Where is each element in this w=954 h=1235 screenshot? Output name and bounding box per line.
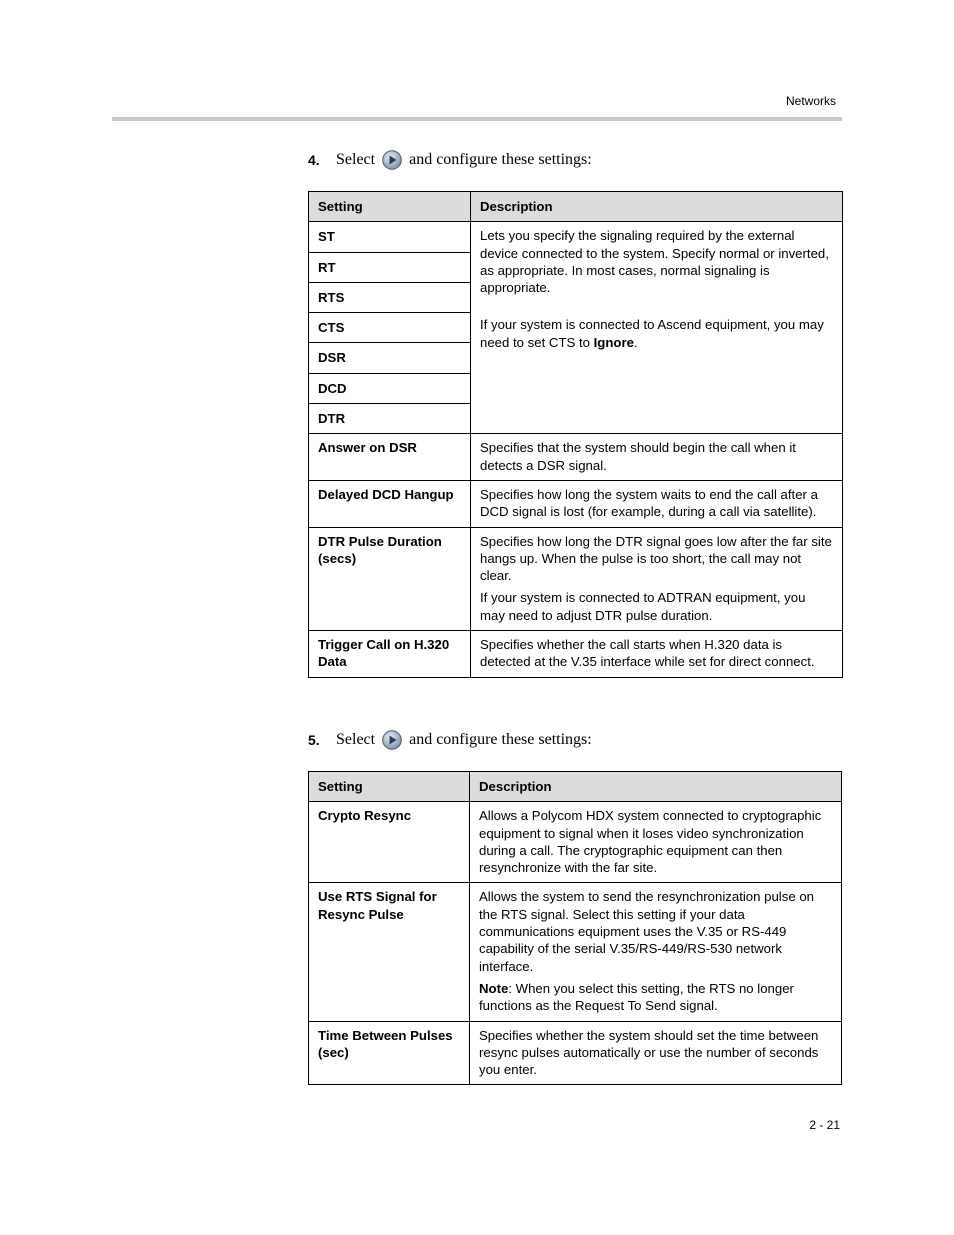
setting-dcd: DCD [309,373,471,403]
table-header-row [309,772,842,802]
setting-dtr: DTR [309,404,471,434]
setting-description: Specifies how long the system waits to end the call after a DCD signal is lost (for example, during a call via satellite). [471,480,843,527]
play-arrow-icon[interactable] [382,150,402,170]
step-instruction-text: and configure these settings: [409,731,592,748]
table-row [309,480,843,527]
column-header-setting: Setting [309,192,471,222]
running-header: Networks [785,94,836,108]
setting-name: Answer on DSR [309,434,471,481]
note-label: Note [479,980,509,996]
signal-description-text: Lets you specify the signaling required by the external device connected to the system. Specify normal or inverted, as appropriate. In most cases, normal signaling is appropriate. [480,228,829,296]
table-row [309,1021,842,1085]
setting-name: Use RTS Signal for Resync Pulse [309,883,470,1021]
setting-st: ST [309,222,471,252]
setting-name: Delayed DCD Hangup [309,480,471,527]
setting-description: Allows a Polycom HDX system connected to cryptographic equipment to signal when it loses video synchronization during a call. The cryptographic equipment can then resynchronize with the far site. [470,802,842,883]
ignore-value: Ignore [593,334,634,350]
setting-description: Allows the system to send the resynchronization pulse on the RTS signal. Select this setting if your data communications equipment uses the V.35 or RS-449 capability of the serial V.35/RS-449/RS-530 network interface. Note: When you select this setting, the RTS no longer functions as the Request To Send signal. [470,883,842,1021]
column-header-description: Description [471,192,843,222]
column-header-description: Description [470,772,842,802]
setting-rts: RTS [309,282,471,312]
table-header-row [309,192,843,222]
setting-description: Specifies whether the call starts when H.320 data is detected at the V.35 interface while set for direct connect. [471,631,843,678]
setting-name: Trigger Call on H.320 Data [309,631,471,678]
setting-name: DTR Pulse Duration (secs) [309,527,471,630]
setting-description: Specifies how long the DTR signal goes low after the far site hangs up. When the pulse is too short, the call may not clear. If your system is connected to ADTRAN equipment, you may need to adjust DTR pulse duration. [471,527,843,630]
setting-dsr: DSR [309,343,471,373]
table-row [309,434,843,481]
setting-description: Specifies that the system should begin the call when it detects a DSR signal. [471,434,843,481]
step-5-instruction [308,730,592,750]
header-divider [112,117,842,121]
column-header-setting: Setting [309,772,470,802]
settings-table-1 [308,191,843,678]
table-row [309,222,843,252]
step-instruction-text: and configure these settings: [409,151,592,168]
step-number: 4. [308,152,320,168]
setting-name: Time Between Pulses (sec) [309,1021,470,1085]
step-4-instruction [308,150,592,170]
page-number: 2 - 21 [809,1118,840,1132]
step-select-text: Select [336,731,376,748]
signal-description-note: If your system is connected to Ascend equipment, you may need to set CTS to Ignore. [480,317,824,350]
setting-description: Specifies whether the system should set the time between resync pulses automatically or use the number of seconds you enter. [470,1021,842,1085]
setting-cts: CTS [309,313,471,343]
settings-table-2 [308,771,842,1085]
signal-description [471,222,843,434]
step-select-text: Select [336,151,376,168]
table-row [309,802,842,883]
table-row [309,631,843,678]
table-row [309,883,842,1021]
setting-rt: RT [309,252,471,282]
step-number: 5. [308,732,320,748]
table-row [309,527,843,630]
setting-name: Crypto Resync [309,802,470,883]
play-arrow-icon[interactable] [382,730,402,750]
note-text: Note: When you select this setting, the RTS no longer functions as the Request To Send signal. [479,980,794,1014]
